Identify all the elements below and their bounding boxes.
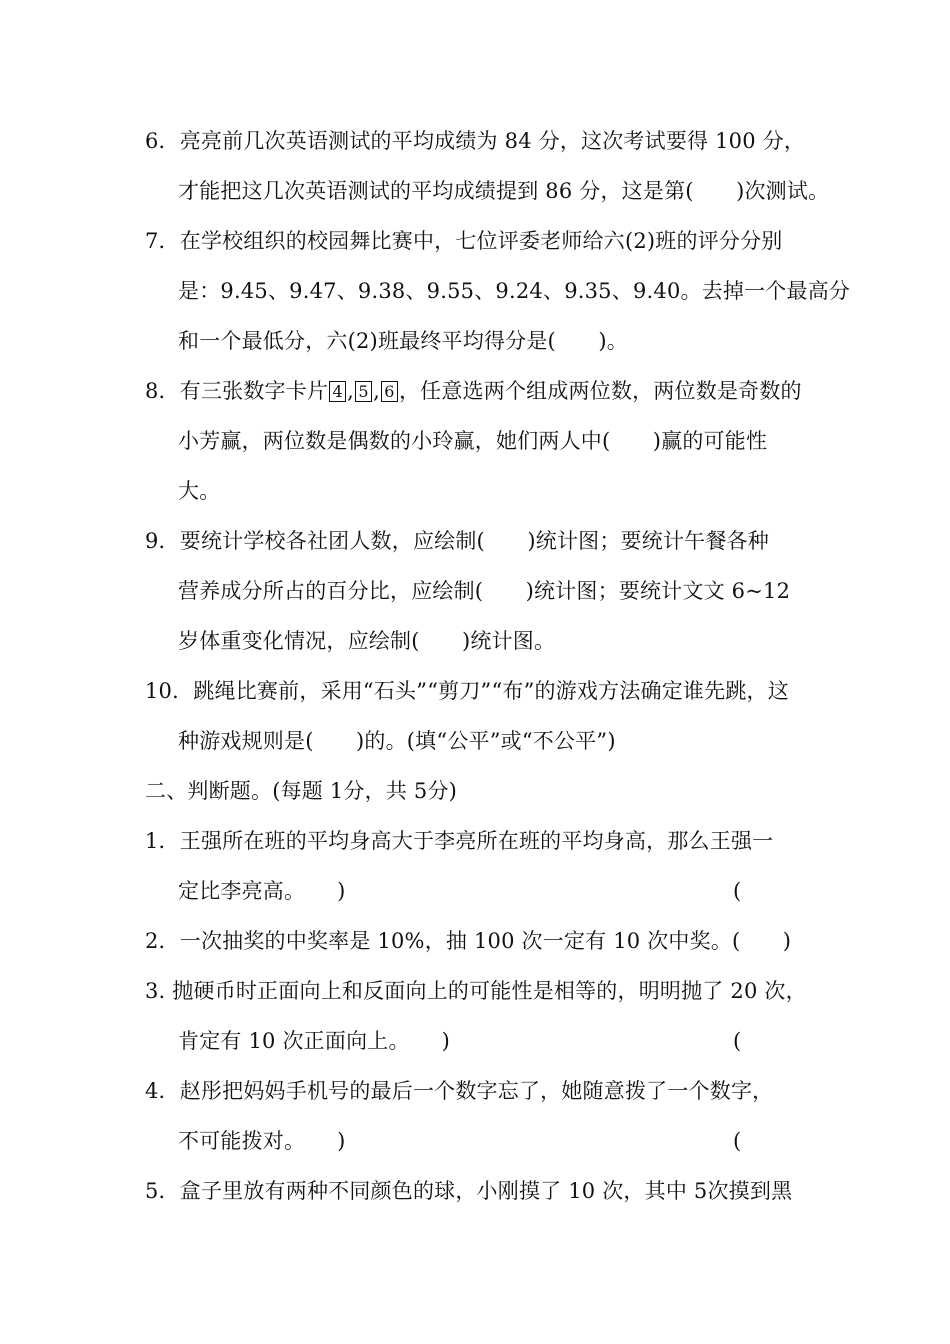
digit-card-5: 5: [355, 381, 372, 402]
q10-line-1: 10．跳绳比赛前，采用“石头”“剪刀”“布”的游戏方法确定谁先跳，这: [145, 679, 789, 703]
q8-line-1-start: 8．有三张数字卡片: [145, 379, 329, 403]
j3-paren: (: [733, 1029, 742, 1053]
q8-line-2: 小芳赢，两位数是偶数的小玲赢，她们两人中( )赢的可能性: [178, 429, 768, 453]
j1-line-1: 1．王强所在班的平均身高大于李亮所在班的平均身高，那么王强一: [145, 829, 774, 853]
q7-line-3: 和一个最低分，六(2)班最终平均得分是( )。: [178, 329, 628, 353]
q9-line-1: 9．要统计学校各社团人数，应绘制( )统计图；要统计午餐各种: [145, 529, 769, 553]
j5-line-1: 5．盒子里放有两种不同颜色的球，小刚摸了 10 次，其中 5次摸到黑: [145, 1179, 793, 1203]
j3-line-2: 肯定有 10 次正面向上。 ): [178, 1029, 450, 1053]
j1-line-2: 定比李亮高。 ): [178, 879, 346, 903]
q7-line-1: 7．在学校组织的校园舞比赛中，七位评委老师给六(2)班的评分分别: [145, 229, 783, 253]
j3-line-1: 3. 抛硬币时正面向上和反面向上的可能性是相等的，明明抛了 20 次，: [145, 979, 807, 1003]
q6-line-2: 才能把这几次英语测试的平均成绩提到 86 分，这是第( )次测试。: [178, 179, 830, 203]
j1-paren: (: [733, 879, 742, 903]
digit-card-6: 6: [381, 381, 398, 402]
q8-line-1-end: ，任意选两个组成两位数，两位数是奇数的: [398, 379, 802, 403]
j4-paren: (: [733, 1129, 742, 1153]
section-title-judgment: 二、判断题。(每题 1分，共 5分): [145, 779, 458, 803]
q8-line-1: 8．有三张数字卡片 4 , 5 , 6 ，任意选两个组成两位数，两位数是奇数的: [145, 379, 802, 403]
q10-line-2: 种游戏规则是( )的。(填“公平”或“不公平”): [178, 729, 616, 753]
q9-line-3: 岁体重变化情况，应绘制( )统计图。: [178, 629, 556, 653]
q7-line-2: 是：9.45、9.47、9.38、9.55、9.24、9.35、9.40。去掉一个最高分: [178, 279, 851, 303]
q6-line-1: 6．亮亮前几次英语测试的平均成绩为 84 分，这次考试要得 100 分，: [145, 129, 806, 153]
j4-line-2: 不可能拨对。 ): [178, 1129, 346, 1153]
q8-line-3: 大。: [178, 479, 221, 503]
digit-card-4: 4: [329, 381, 346, 402]
q9-line-2: 营养成分所占的百分比，应绘制( )统计图；要统计文文 6~12: [178, 579, 791, 603]
j2-line-1: 2．一次抽奖的中奖率是 10%，抽 100 次一定有 10 次中奖。( ): [145, 929, 792, 953]
j4-line-1: 4．赵彤把妈妈手机号的最后一个数字忘了，她随意拨了一个数字，: [145, 1079, 774, 1103]
